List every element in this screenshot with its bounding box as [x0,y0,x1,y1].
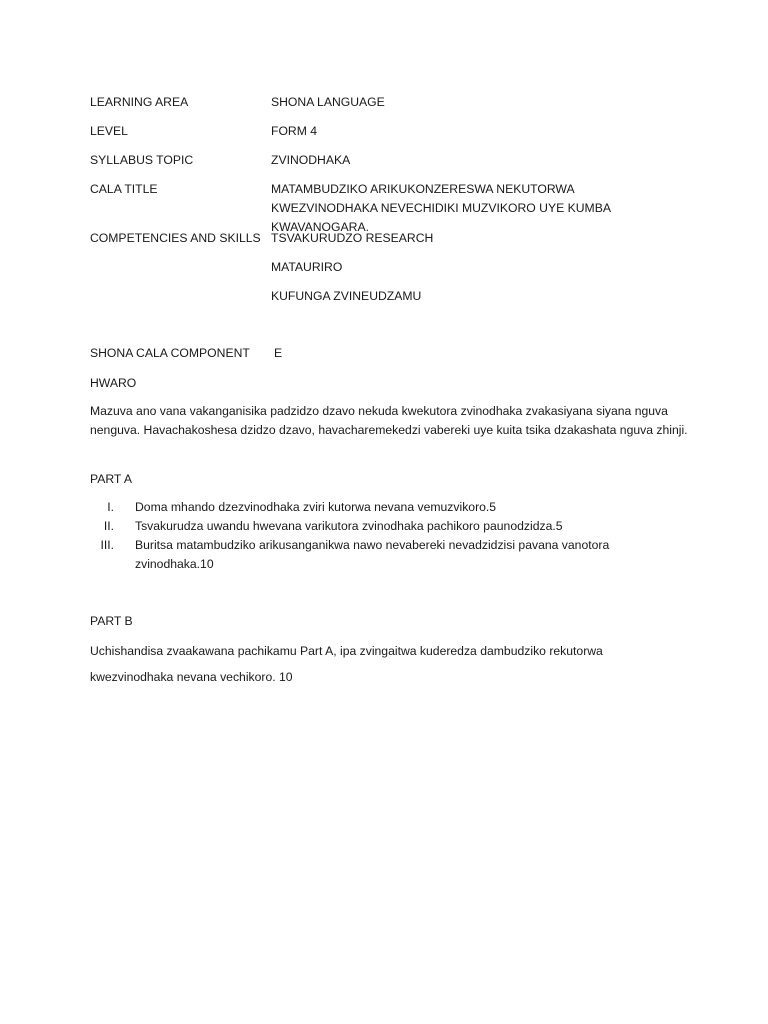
cala-title-label: CALA TITLE [90,182,158,196]
competency-item: TSVAKURUDZO RESEARCH [271,231,434,245]
list-item-text: Buritsa matambudziko arikusanganikwa nawo nevabereki nevadzidzisi pavana vanotora zvinodhaka.10 [135,538,610,571]
part-b-line-2: kwezvinodhaka nevana vechikoro. 10 [90,670,293,684]
learning-area-value: SHONA LANGUAGE [271,95,385,109]
competency-item: MATAURIRO [271,260,343,274]
competencies-label: COMPETENCIES AND SKILLS [90,231,261,245]
cala-title-value: MATAMBUDZIKO ARIKUKONZERESWA NEKUTORWA KWEZVINODHAKA NEVECHIDIKI MUZVIKORO UYE KUMBA KWAVANOGARA. [271,182,611,234]
component-label: SHONA CALA COMPONENT [90,346,250,360]
list-item-number: I. [107,500,114,514]
list-item-text: Doma mhando dzezvinodhaka zviri kutorwa nevana vemuzvikoro.5 [135,500,497,514]
part-b-line-1: Uchishandisa zvaakawana pachikamu Part A, ipa zvingaitwa kuderedza dambudziko rekutorwa [90,644,603,658]
level-value: FORM 4 [271,124,318,138]
competency-item: KUFUNGA ZVINEUDZAMU [271,289,422,303]
part-a-heading: PART A [90,472,132,486]
syllabus-topic-value: ZVINODHAKA [271,153,351,167]
level-label: LEVEL [90,124,128,138]
hwaro-heading: HWARO [90,376,137,390]
part-b-heading: PART B [90,614,133,628]
syllabus-topic-label: SYLLABUS TOPIC [90,153,194,167]
list-item-text: Tsvakurudza uwandu hwevana varikutora zvinodhaka pachikoro paunodzidza.5 [135,519,563,533]
list-item-number: III. [100,538,114,552]
learning-area-label: LEARNING AREA [90,95,189,109]
hwaro-paragraph: Mazuva ano vana vakanganisika padzidzo dzavo nekuda kwekutora zvinodhaka zvakasiyana siyana nguva nenguva. Havachakoshesa dzidzo dzavo, havacharemekedzi vabereki uye kuita tsika dzakashata nguva zhinji. [90,404,688,437]
list-item-number: II. [103,519,114,533]
component-value: E [274,346,283,360]
